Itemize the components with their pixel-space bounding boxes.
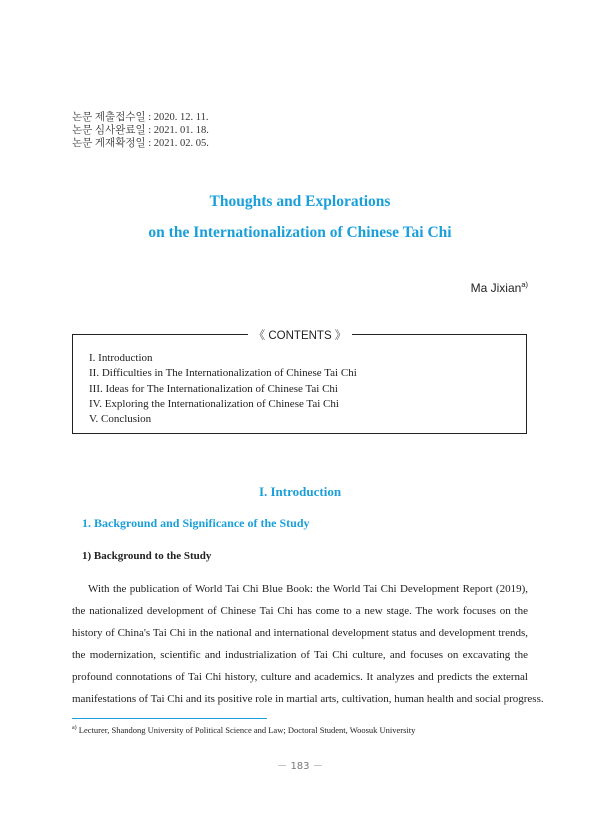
footnote-rule	[72, 718, 267, 719]
author-footnote-mark: a)	[521, 280, 528, 289]
subsubsection-heading: 1) Background to the Study	[82, 550, 212, 562]
paper-title-line-1: Thoughts and Explorations	[209, 193, 391, 210]
date-reviewed: 논문 심사완료일 : 2021. 01. 18.	[72, 125, 209, 136]
paper-title-line-2: on the Internationalization of Chinese Tai Chi	[148, 224, 452, 241]
contents-heading	[0, 326, 600, 344]
contents-list	[89, 351, 357, 427]
body-paragraph	[72, 578, 544, 711]
paragraph-line: With the publication of World Tai Chi Blue Book: the World Tai Chi Development Report (2019),	[88, 583, 528, 595]
footnote-mark: a)	[72, 725, 77, 732]
contents-item: V. Conclusion	[89, 413, 152, 426]
paragraph-line: the modernization, scientific and industrialization of Tai Chi culture, and focuses on excavating the	[72, 649, 528, 662]
contents-heading-label: 《 CONTENTS 》	[248, 330, 353, 342]
contents-item: II. Difficulties in The Internationalization of Chinese Tai Chi	[89, 367, 357, 380]
footnote-text: Lecturer, Shandong University of Political Science and Law; Doctoral Student, Woosuk University	[76, 725, 416, 735]
paragraph-line: history of China's Tai Chi in the national and international development status and development trends,	[72, 627, 528, 640]
page-number: － 183 －	[277, 761, 323, 772]
section-heading: I. Introduction	[258, 484, 342, 499]
paragraph-line: profound connotations of Tai Chi history, culture and academics. It analyzes and predicts the external	[72, 671, 528, 684]
subsection-heading: 1. Background and Significance of the Study	[82, 516, 310, 530]
contents-item: I. Introduction	[89, 352, 153, 364]
paragraph-line: the nationalized development of Chinese Tai Chi has come to a new stage. The work focuses on the	[72, 605, 528, 618]
date-submitted: 논문 제출접수일 : 2020. 12. 11.	[72, 112, 209, 123]
submission-dates	[72, 111, 209, 150]
author	[471, 281, 528, 295]
author-name: Ma Jixian	[470, 281, 522, 295]
footnote	[72, 725, 415, 735]
date-accepted: 논문 게재확정일 : 2021. 02. 05.	[72, 138, 209, 149]
contents-item: III. Ideas for The Internationalization of Chinese Tai Chi	[89, 382, 338, 395]
paragraph-line: manifestations of Tai Chi and its positive role in martial arts, cultivation, human health and social progress.	[72, 693, 544, 706]
contents-item: IV. Exploring the Internationalization of Chinese Tai Chi	[89, 397, 339, 410]
